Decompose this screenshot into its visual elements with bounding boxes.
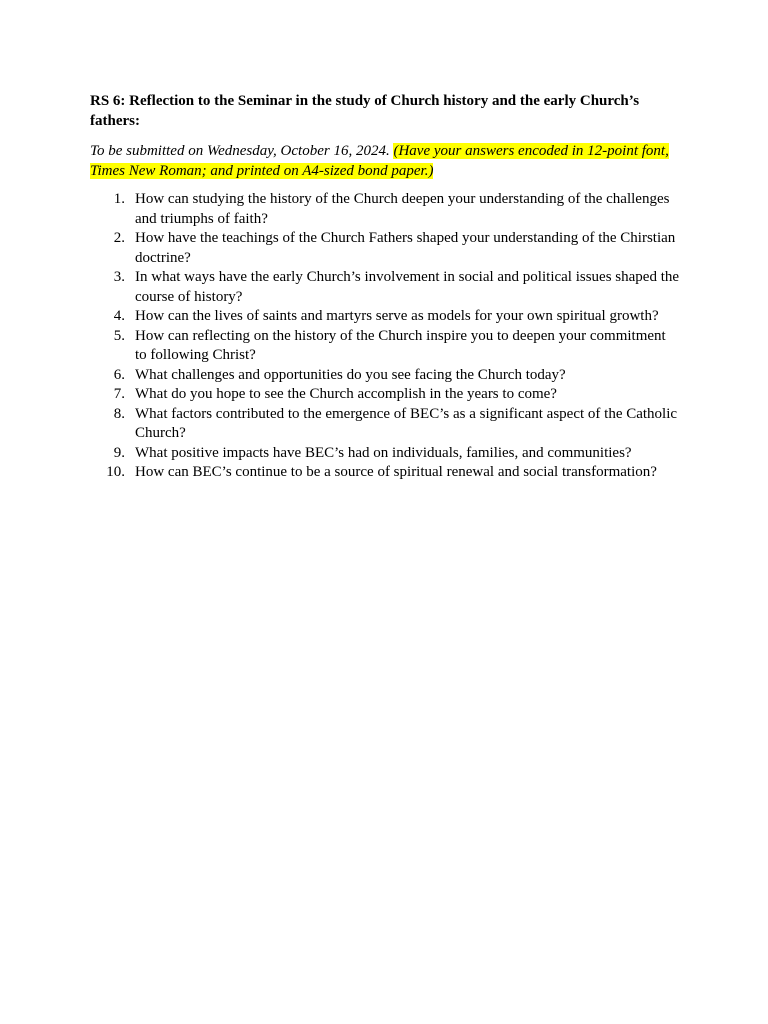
question-number: 6. bbox=[113, 366, 125, 383]
question-item bbox=[90, 463, 680, 483]
question-item bbox=[90, 268, 680, 307]
question-text: How can BEC’s continue to be a source of spiritual renewal and social transformation? bbox=[135, 464, 657, 480]
question-number: 2. bbox=[113, 230, 125, 246]
submission-date-text: To be submitted on Wednesday, October 16, 2024. bbox=[90, 143, 394, 159]
question-number: 10. bbox=[106, 464, 125, 480]
question-text: What challenges and opportunities do you see facing the Church today? bbox=[135, 366, 566, 383]
submission-instructions bbox=[90, 142, 680, 181]
question-text: How can studying the history of the Church deepen your understanding of the challenges and triumphs of faith? bbox=[135, 191, 670, 227]
question-text: What factors contributed to the emergence of BEC’s as a significant aspect of the Catholic Church? bbox=[135, 405, 678, 441]
question-text: How can reflecting on the history of the Church inspire you to deepen your commitment to following Christ? bbox=[135, 327, 666, 363]
question-number: 5. bbox=[113, 327, 125, 344]
question-number: 7. bbox=[113, 386, 125, 402]
question-item bbox=[90, 190, 680, 229]
question-item bbox=[90, 405, 680, 444]
document-title: RS 6: Reflection to the Seminar in the study of Church history and the early Church’s fathers: bbox=[90, 93, 640, 129]
question-text: What positive impacts have BEC’s had on individuals, families, and communities? bbox=[135, 444, 632, 461]
question-number: 4. bbox=[113, 308, 125, 324]
question-text: In what ways have the early Church’s involvement in social and political issues shaped the course of history? bbox=[135, 269, 680, 305]
question-item bbox=[90, 327, 680, 366]
question-item bbox=[90, 366, 680, 386]
question-item bbox=[90, 385, 680, 405]
question-item bbox=[90, 229, 680, 268]
document-body bbox=[90, 92, 680, 483]
question-text: How have the teachings of the Church Fathers shaped your understanding of the Chirstian doctrine? bbox=[135, 230, 676, 266]
question-text: What do you hope to see the Church accomplish in the years to come? bbox=[135, 386, 557, 402]
question-number: 8. bbox=[113, 405, 125, 422]
formatting-requirements-highlight: (Have your answers encoded in 12-point font, Times New Roman; and printed on A4-sized bond paper.) bbox=[90, 143, 669, 179]
question-list bbox=[90, 190, 680, 483]
question-item bbox=[90, 444, 680, 464]
question-number: 9. bbox=[113, 444, 125, 461]
question-number: 1. bbox=[113, 191, 125, 207]
question-item bbox=[90, 307, 680, 327]
question-text: How can the lives of saints and martyrs serve as models for your own spiritual growth? bbox=[135, 308, 659, 324]
question-number: 3. bbox=[113, 269, 125, 285]
